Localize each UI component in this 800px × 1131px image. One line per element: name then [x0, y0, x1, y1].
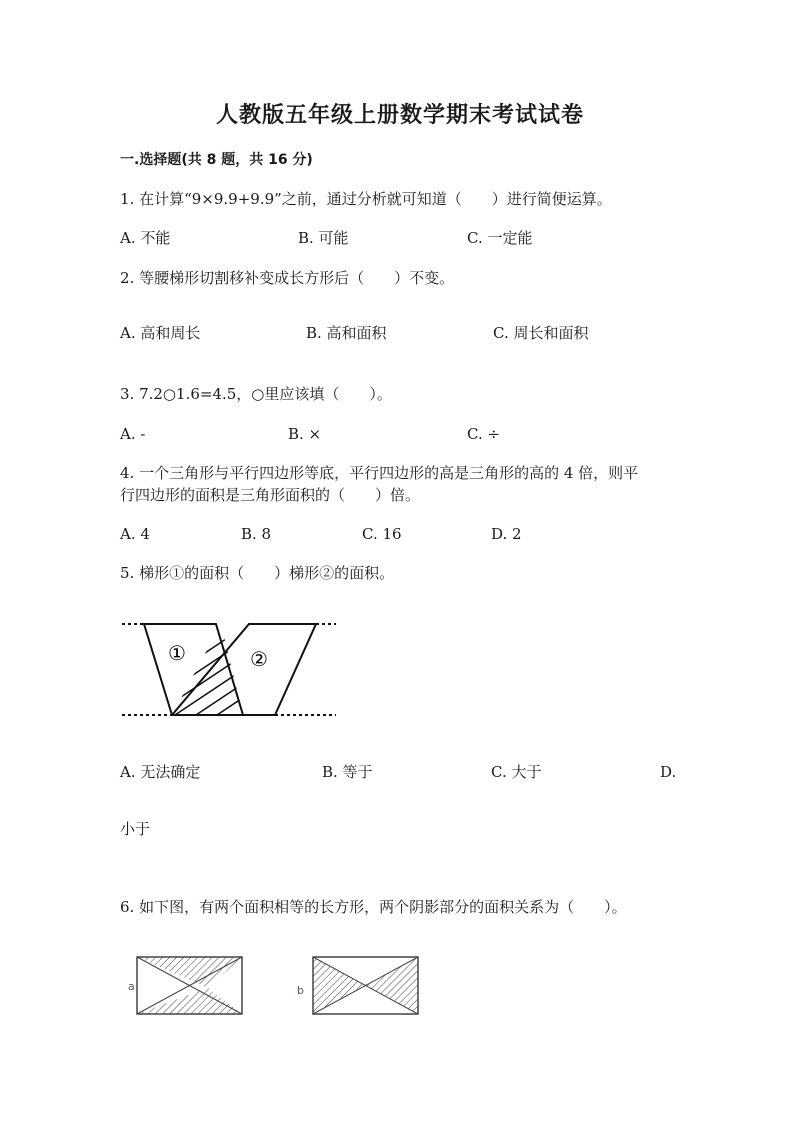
rectangle-a-shaded-top	[137, 957, 242, 988]
rectangle-b	[313, 957, 418, 1014]
question-4-option-c: C. 16	[362, 525, 402, 543]
rectangles-figure	[120, 950, 440, 1030]
question-3-stem: 3. 7.2○1.6=4.5，○里应该填（ ）。	[120, 385, 392, 403]
question-2-stem: 2. 等腰梯形切割移补变成长方形后（ ）不变。	[120, 269, 455, 287]
question-2-option-c: C. 周长和面积	[493, 324, 589, 342]
question-1-option-b: B. 可能	[298, 229, 349, 247]
rectangle-b-shaded-left	[313, 957, 365, 1014]
question-5-option-d: D.	[660, 763, 677, 781]
question-4-option-b: B. 8	[241, 525, 272, 543]
rectangle-b-shaded-right	[365, 957, 418, 1014]
exam-title: 人教版五年级上册数学期末考试试卷	[215, 102, 584, 128]
trapezoid-1-label: ①	[168, 641, 186, 665]
question-2-option-b: B. 高和面积	[306, 324, 387, 342]
question-6-stem: 6. 如下图，有两个面积相等的长方形，两个阴影部分的面积关系为（ ）。	[120, 898, 627, 916]
question-4-stem-line1: 4. 一个三角形与平行四边形等底，平行四边形的高是三角形的高的 4 倍，则平	[120, 464, 639, 482]
trapezoid-2	[172, 624, 316, 715]
question-5-option-c: C. 大于	[491, 763, 542, 781]
question-5-option-a: A. 无法确定	[120, 763, 201, 781]
trapezoid-2-label: ②	[250, 647, 268, 671]
question-2-option-a: A. 高和周长	[120, 324, 201, 342]
question-5-option-d-text: 小于	[120, 820, 151, 838]
rectangle-a-label: a	[128, 980, 135, 993]
trapezoid-1	[144, 624, 243, 715]
rectangle-a	[137, 957, 242, 1014]
section-heading-choice: 一.选择题(共 8 题，共 16 分)	[120, 152, 313, 168]
rectangle-a-shaded-bottom	[137, 988, 242, 1014]
question-5-stem: 5. 梯形①的面积（ ）梯形②的面积。	[120, 564, 395, 582]
question-4-option-d: D. 2	[491, 525, 522, 543]
question-3-option-c: C. ÷	[467, 425, 501, 443]
question-1-option-c: C. 一定能	[467, 229, 533, 247]
question-1-stem: 1. 在计算“9×9.9+9.9”之前，通过分析就可知道（ ）进行简便运算。	[120, 190, 612, 208]
trapezoid-figure	[120, 615, 350, 725]
question-3-option-b: B. ×	[288, 425, 322, 443]
question-1-option-a: A. 不能	[120, 229, 171, 247]
question-3-option-a: A. -	[120, 425, 146, 443]
rectangle-b-label: b	[297, 984, 304, 997]
question-5-option-b: B. 等于	[322, 763, 373, 781]
question-4-option-a: A. 4	[120, 525, 150, 543]
question-4-stem-line2: 行四边形的面积是三角形面积的（ ）倍。	[120, 486, 421, 504]
